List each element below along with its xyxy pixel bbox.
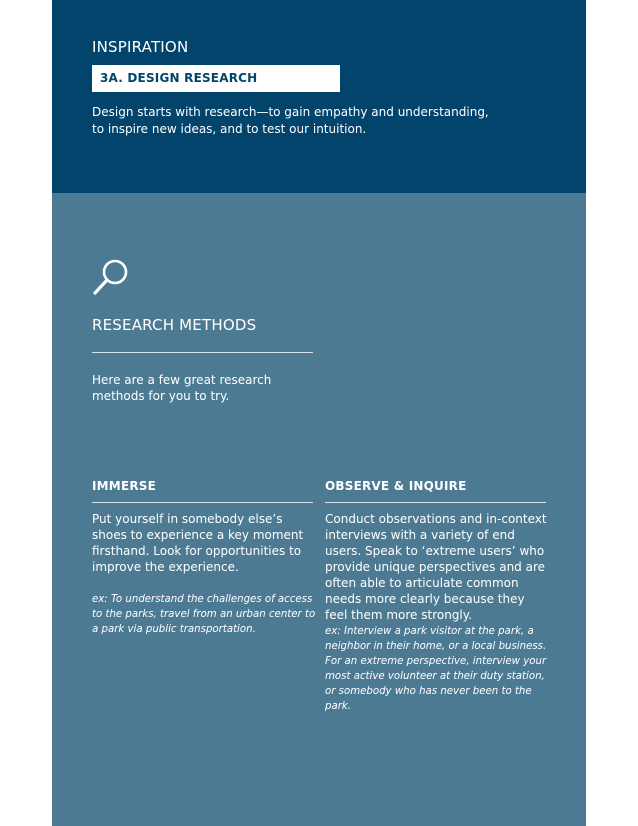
column-heading: OBSERVE & INQUIRE — [325, 479, 467, 493]
title-box — [92, 65, 340, 92]
page-title: 3A. DESIGN RESEARCH — [100, 71, 258, 85]
column-divider — [92, 502, 313, 503]
search-icon — [92, 256, 132, 296]
methods-description: Here are a few great research methods for you to try. — [92, 373, 272, 403]
section-label: INSPIRATION — [92, 38, 189, 56]
column-example: ex: Interview a park visitor at the park, a neighbor in their home, or a local business. For an extreme perspective, interview your most active volunteer at their duty station, or somebody who has never been to the park. — [325, 626, 547, 712]
column-example: ex: To understand the challenges of access to the parks, travel from an urban center to a park via public transportation. — [92, 594, 316, 635]
column-body: Put yourself in somebody else’s shoes to experience a key moment firsthand. Look for opportunities to improve the experience. — [92, 512, 304, 574]
intro-text: Design starts with research—to gain empathy and understanding, to inspire new ideas, and to test our intuition. — [92, 105, 489, 136]
column-immerse — [92, 479, 156, 493]
column-body: Conduct observations and in-context interviews with a variety of end users. Speak to ‘extreme users’ who provide unique perspectives and are often able to articulate common needs more clearly because they feel them more strongly. — [325, 512, 547, 622]
methods-title: RESEARCH METHODS — [92, 316, 257, 334]
methods-divider — [92, 352, 313, 353]
column-divider — [325, 502, 546, 503]
page — [52, 0, 586, 826]
column-observe — [325, 479, 467, 493]
column-heading: IMMERSE — [92, 479, 157, 493]
header-band — [52, 0, 586, 193]
